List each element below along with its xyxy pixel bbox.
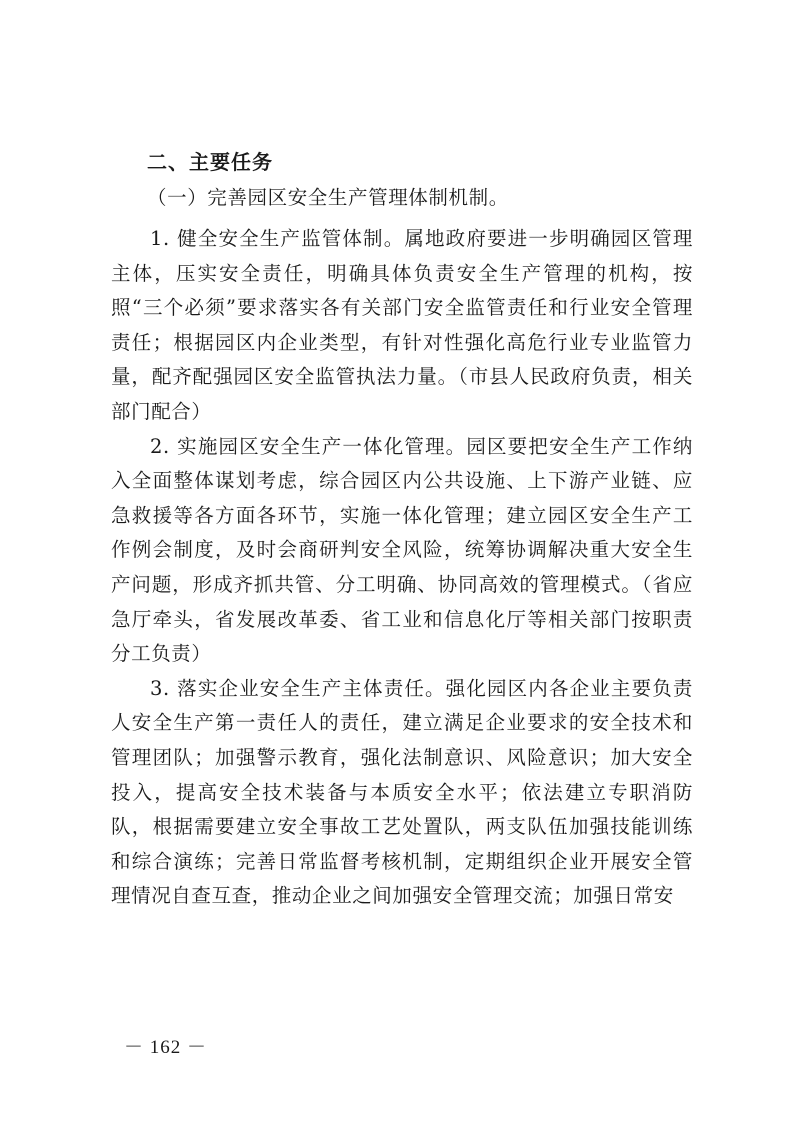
section-heading: 二、主要任务: [147, 150, 273, 174]
paragraph-1: 1. 健全安全生产监管体制。属地政府要进一步明确园区管理主体，压实安全责任，明确具体负责安全生产管理的机构，按照“三个必须”要求落实各有关部门安全监管责任和行业安全管理责任；根据园区内企业类型，有针对性强化高危行业专业监管力量，配齐配强园区安全监管执法力量。（市县人民政府负责，相关部门配合）: [111, 227, 693, 423]
paragraph-3: 3. 落实企业安全生产主体责任。强化园区内各企业主要负责人安全生产第一责任人的责任，建立满足企业要求的安全技术和管理团队；加强警示教育，强化法制意识、风险意识；加大安全投入，提高安全技术装备与本质安全水平；依法建立专职消防队，根据需要建立安全事故工艺处置队，两支队伍加强技能训练和综合演练；完善日常监督考核机制，定期组织企业开展安全管理情况自查互查，推动企业之间加强安全管理交流；加强日常安: [111, 676, 693, 908]
subheading: （一）完善园区安全生产管理体制机制。: [147, 186, 509, 209]
page-number: － 162 －: [124, 1037, 208, 1058]
body-text: [111, 222, 693, 914]
paragraph-2: 2. 实施园区安全生产一体化管理。园区要把安全生产工作纳入全面整体谋划考虑，综合园区内公共设施、上下游产业链、应急救援等各方面各环节，实施一体化管理；建立园区安全生产工作例会制度，及时会商研判安全风险，统筹协调解决重大安全生产问题，形成齐抓共管、分工明确、协同高效的管理模式。（省应急厅牵头，省发展改革委、省工业和信息化厅等相关部门按职责分工负责）: [111, 434, 693, 666]
